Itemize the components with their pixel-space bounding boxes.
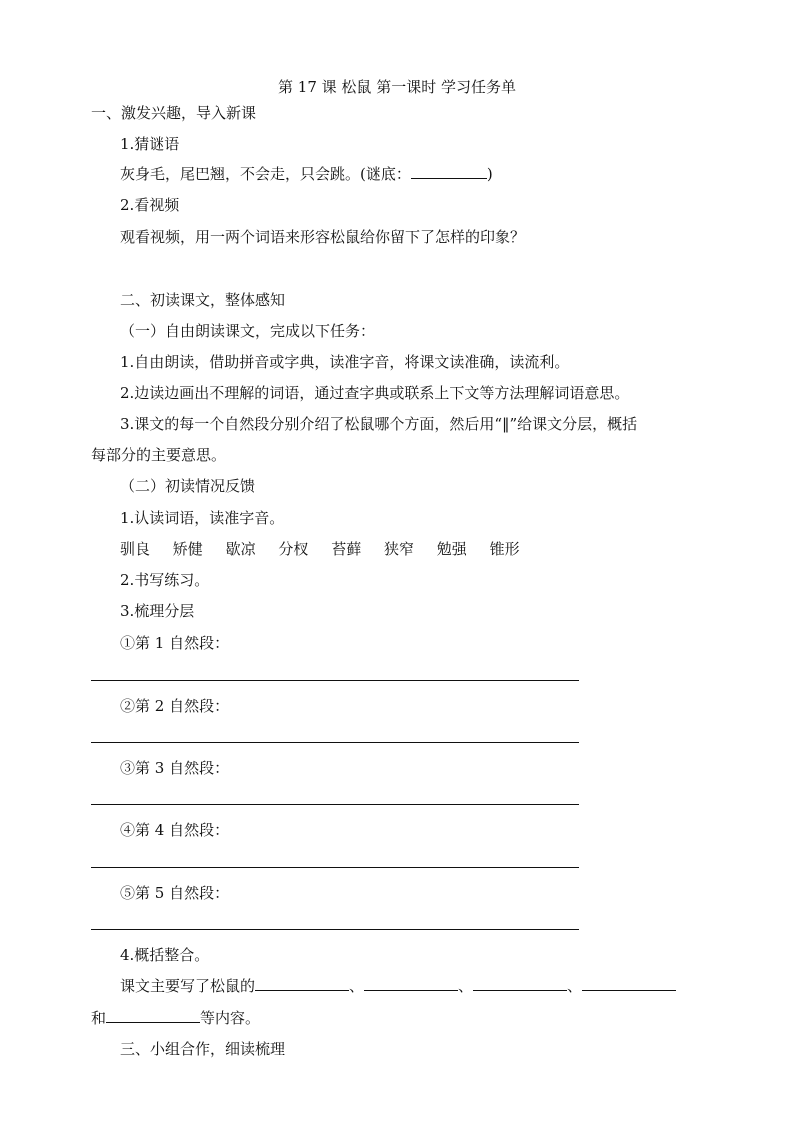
video-item-label: 2.看视频 [120,196,180,214]
summary-line-2 [91,1008,260,1028]
paragraph-4-answer-line[interactable] [91,867,579,868]
separator: 、 [458,977,474,995]
subsection-2-heading: （二）初读情况反馈 [120,477,256,495]
feedback-2: 2.书写练习。 [120,571,210,589]
section-2-heading: 二、初读课文，整体感知 [120,291,286,309]
video-task: 观看视频，用一两个词语来形容松鼠给你留下了怎样的印象？ [120,228,526,246]
riddle-text: 灰身毛，尾巴翘，不会走，只会跳。(谜底： [120,165,411,183]
paragraph-2-label: ②第 2 自然段： [120,697,230,715]
riddle-line [120,164,493,184]
section-1-heading: 一、激发兴趣，导入新课 [91,104,257,122]
vocab-word: 分杈 [278,540,309,558]
separator: 、 [349,977,365,995]
task-3-line-2: 每部分的主要意思。 [91,446,227,464]
summary-blank-4[interactable] [582,976,676,991]
subsection-1-heading: （一）自由朗读课文，完成以下任务： [120,322,376,340]
task-2: 2.边读边画出不理解的词语，通过查字典或联系上下文等方法理解词语意思。 [120,384,630,402]
paragraph-1-answer-line[interactable] [91,680,579,681]
summary-blank-3[interactable] [473,976,567,991]
riddle-item-label: 1.猜谜语 [120,135,180,153]
vocab-word: 矫健 [172,540,203,558]
paragraph-5-answer-line[interactable] [91,929,579,930]
task-1: 1.自由朗读，借助拼音或字典，读准字音，将课文读准确，读流利。 [120,353,570,371]
paragraph-3-label: ③第 3 自然段： [120,759,230,777]
vocab-word: 勉强 [436,540,467,558]
summary-blank-1[interactable] [255,976,349,991]
summary-end: 等内容。 [200,1009,261,1027]
separator: 、 [567,977,583,995]
paragraph-4-label: ④第 4 自然段： [120,821,230,839]
vocab-word: 锥形 [489,540,520,558]
page-title: 第 17 课 松鼠 第一课时 学习任务单 [278,78,516,96]
vocabulary-list [120,539,538,559]
paragraph-1-label: ①第 1 自然段： [120,634,230,652]
feedback-1: 1.认读词语，读准字音。 [120,509,285,527]
riddle-close: ) [486,165,493,183]
summary-blank-2[interactable] [364,976,458,991]
paragraph-5-label: ⑤第 5 自然段： [120,884,230,902]
riddle-answer-blank[interactable] [411,164,487,179]
task-3-line-1: 3.课文的每一个自然段分别介绍了松鼠哪个方面，然后用“‖”给课文分层，概括 [120,415,638,433]
vocab-word: 苔藓 [331,540,362,558]
section-3-heading: 三、小组合作，细读梳理 [120,1040,286,1058]
vocab-word: 狭窄 [383,540,414,558]
feedback-4: 4.概括整合。 [120,946,210,964]
feedback-3: 3.梳理分层 [120,602,195,620]
vocab-word: 驯良 [120,540,151,558]
summary-blank-5[interactable] [106,1008,200,1023]
summary-and: 和 [91,1009,107,1027]
summary-line-1 [120,976,676,996]
paragraph-2-answer-line[interactable] [91,742,579,743]
summary-start: 课文主要写了松鼠的 [120,977,256,995]
paragraph-3-answer-line[interactable] [91,804,579,805]
vocab-word: 歇凉 [225,540,256,558]
